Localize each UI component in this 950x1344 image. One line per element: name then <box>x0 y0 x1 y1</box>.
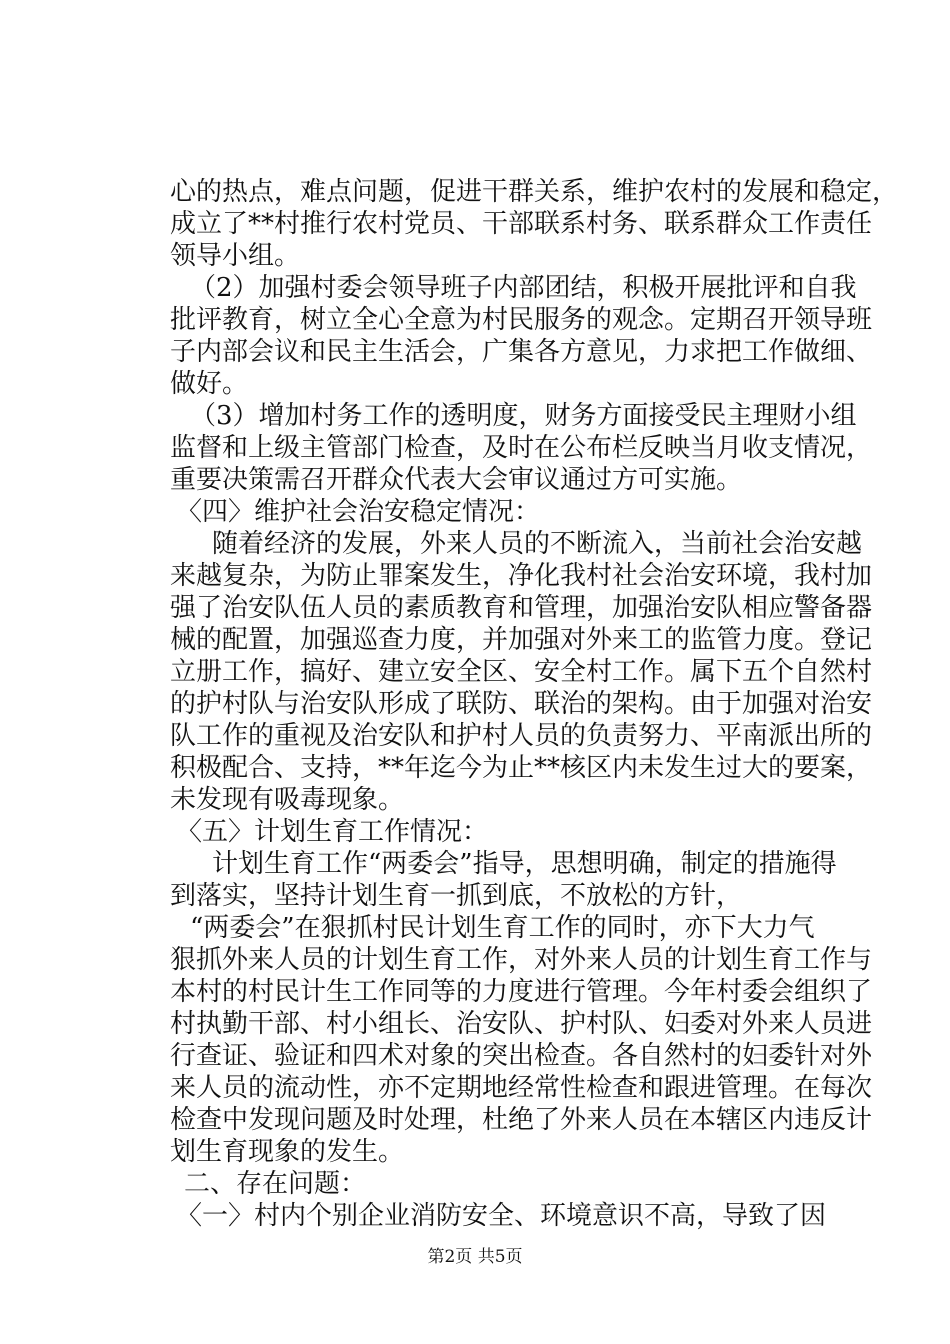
text-line: 计划生育工作“两委会”指导，思想明确，制定的措施得 <box>212 849 837 879</box>
text-line: 狠抓外来人员的计划生育工作，对外来人员的计划生育工作与 <box>170 945 873 975</box>
text-line: 立册工作，搞好、建立安全区、安全村工作。属下五个自然村 <box>170 657 873 687</box>
text-line: 未发现有吸毒现象。 <box>170 785 405 815</box>
text-line: 做好。 <box>170 369 249 399</box>
section-heading: 二、存在问题： <box>184 1169 367 1199</box>
text-line: 重要决策需召开群众代表大会审议通过方可实施。 <box>170 465 743 495</box>
text-line: 领导小组。 <box>170 241 301 271</box>
section-heading: 〈五〉计划生育工作情况： <box>176 817 489 847</box>
text-line: 监督和上级主管部门检查，及时在公布栏反映当月收支情况， <box>170 433 873 463</box>
text-line: （3）增加村务工作的透明度，财务方面接受民主理财小组 <box>190 401 857 431</box>
text-line: 来越复杂，为防止罪案发生，净化我村社会治安环境，我村加 <box>170 561 873 591</box>
text-line: 村执勤干部、村小组长、治安队、护村队、妇委对外来人员进 <box>170 1009 873 1039</box>
text-line: 批评教育，树立全心全意为村民服务的观念。定期召开领导班 <box>170 305 873 335</box>
text-line: 检查中发现问题及时处理，杜绝了外来人员在本辖区内违反计 <box>170 1105 873 1135</box>
text-line: 的护村队与治安队形成了联防、联治的架构。由于加强对治安 <box>170 689 873 719</box>
text-line: 行查证、验证和四术对象的突出检查。各自然村的妇委针对外 <box>170 1041 873 1071</box>
page-footer: 第2页 共5页 <box>427 1247 523 1267</box>
text-line: 本村的村民计生工作同等的力度进行管理。今年村委会组织了 <box>170 977 873 1007</box>
text-line: 成立了**村推行农村党员、干部联系村务、联系群众工作责任 <box>170 209 873 239</box>
text-line: 来人员的流动性，亦不定期地经常性检查和跟进管理。在每次 <box>170 1073 873 1103</box>
text-line: 划生育现象的发生。 <box>170 1137 405 1167</box>
text-line: 子内部会议和民主生活会，广集各方意见，力求把工作做细、 <box>170 337 873 367</box>
text-line: 〈一〉村内个别企业消防安全、环境意识不高，导致了因 <box>176 1201 827 1231</box>
text-line: 随着经济的发展，外来人员的不断流入，当前社会治安越 <box>212 529 863 559</box>
text-line: 到落实，坚持计划生育一抓到底，不放松的方针， <box>170 881 743 911</box>
text-line: 队工作的重视及治安队和护村人员的负责努力、平南派出所的 <box>170 721 873 751</box>
text-line: 械的配置，加强巡查力度，并加强对外来工的监管力度。登记 <box>170 625 873 655</box>
text-line: （2）加强村委会领导班子内部团结，积极开展批评和自我 <box>190 273 857 303</box>
section-heading: 〈四〉维护社会治安稳定情况： <box>176 497 541 527</box>
text-line: “两委会”在狠抓村民计划生育工作的同时，亦下大力气 <box>190 913 815 943</box>
text-line: 强了治安队伍人员的素质教育和管理，加强治安队相应警备器 <box>170 593 873 623</box>
text-line: 心的热点，难点问题，促进干群关系，维护农村的发展和稳定， <box>170 177 899 207</box>
text-line: 积极配合、支持，**年迄今为止**核区内未发生过大的要案， <box>170 753 873 783</box>
